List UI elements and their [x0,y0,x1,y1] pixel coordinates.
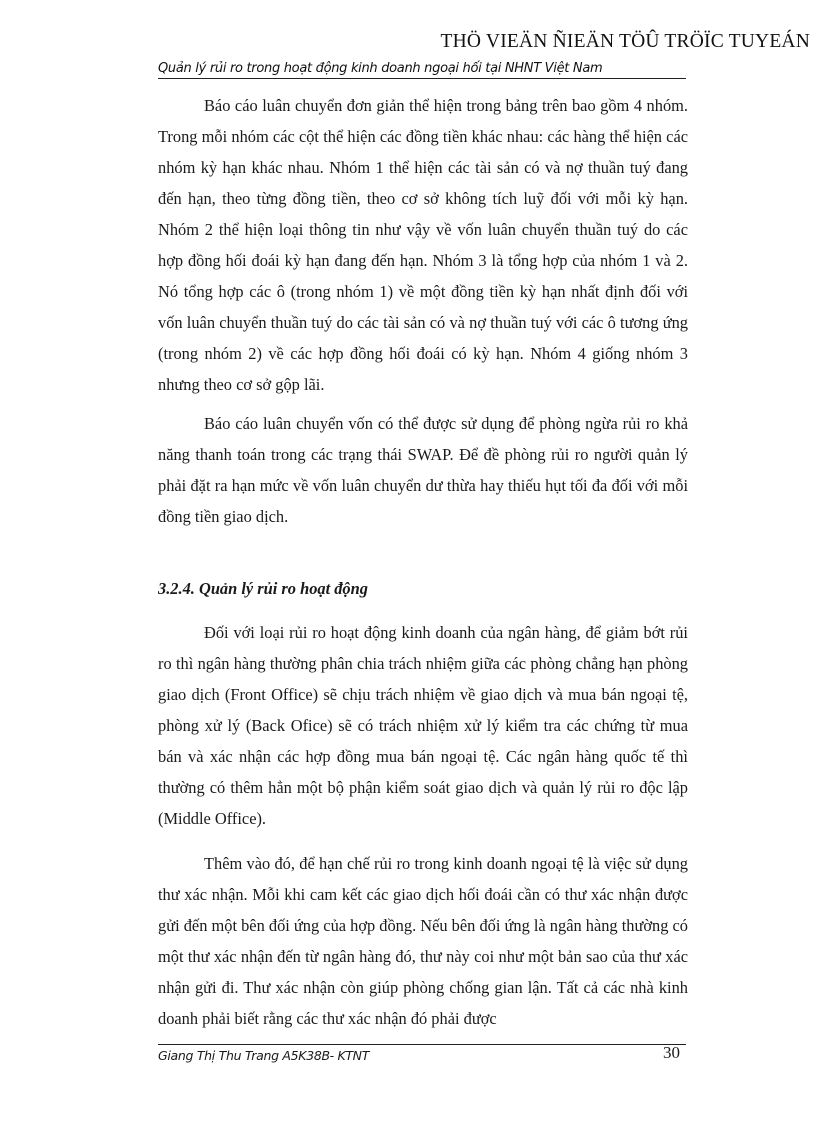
paragraph-4: Thêm vào đó, để hạn chế rủi ro trong kinh doanh ngoại tệ là việc sử dụng thư xác nhận. Mỗi khi cam kết các giao dịch hối đoái cần có thư xác nhận được gửi đến một bên đối ứng của hợp đồng. Nếu bên đối ứng là ngân hàng thường có một thư xác nhận đến từ ngân hàng đó, thư này coi như một bản sao của thư xác nhận gửi đi. Thư xác nhận còn giúp phòng chống gian lận. Tất cả các nhà kinh doanh phải biết rằng các thư xác nhận đó phải được [158,854,688,1028]
page-number: 30 [663,1043,680,1062]
header-rule [158,78,686,79]
paragraph-1: Báo cáo luân chuyển đơn giản thể hiện trong bảng trên bao gồm 4 nhóm. Trong mỗi nhóm các cột thể hiện các đồng tiền khác nhau: các hàng thể hiện các nhóm kỳ hạn khác nhau. Nhóm 1 thể hiện các tài sản có và nợ thuần tuý đang đến hạn, theo từng đồng tiền, theo cơ sở không tích luỹ đối với mỗi kỳ hạn. Nhóm 2 thể hiện loại thông tin như vậy về vốn luân chuyển thuần tuý do các hợp đồng hối đoái kỳ hạn đang đến hạn. Nhóm 3 là tổng hợp của nhóm 1 và 2. Nó tổng hợp các ô (trong nhóm 1) về một đồng tiền kỳ hạn nhất định đối với vốn luân chuyển thuần tuý do các tài sản có và nợ thuần tuý với các ô tương ứng (trong nhóm 2) về các hợp đồng hối đoái có kỳ hạn. Nhóm 4 giống nhóm 3 nhưng theo cơ sở gộp lãi. [158,96,688,394]
footer-rule [158,1044,686,1045]
section-heading: 3.2.4. Quản lý rủi ro hoạt động [158,579,368,598]
paragraph-3: Đối với loại rủi ro hoạt động kinh doanh của ngân hàng, để giảm bớt rủi ro thì ngân hàng thường phân chia trách nhiệm giữa các phòng chẳng hạn phòng giao dịch (Front Office) sẽ chịu trách nhiệm về giao dịch và mua bán ngoại tệ, phòng xử lý (Back Ofice) sẽ có trách nhiệm xử lý kiểm tra các chứng từ mua bán và xác nhận các hợp đồng mua bán ngoại tệ. Các ngân hàng quốc tế thì thường có thêm hẳn một bộ phận kiểm soát giao dịch và quản lý rủi ro độc lập (Middle Office). [158,623,688,828]
footer-author: Giang Thị Thu Trang A5K38B- KTNT [158,1048,370,1063]
running-head-title: Quản lý rủi ro trong hoạt động kinh doanh ngoại hối tại NHNT Việt Nam [158,61,603,76]
watermark-header: THÖ VIEÄN ÑIEÄN TÖÛ TRÖÏC TUYEÁN [440,31,810,52]
paragraph-2: Báo cáo luân chuyển vốn có thể được sử dụng để phòng ngừa rủi ro khả năng thanh toán trong các trạng thái SWAP. Để đề phòng rủi ro người quản lý phải đặt ra hạn mức về vốn luân chuyển dư thừa hay thiếu hụt tối đa đối với mỗi đồng tiền giao dịch. [158,414,688,526]
